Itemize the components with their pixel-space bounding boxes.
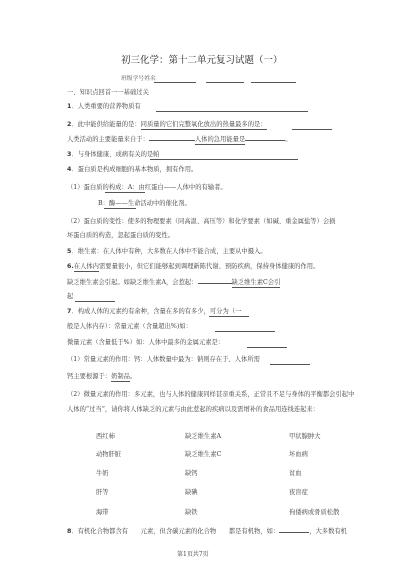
- question-text: ，大多数有机: [309, 528, 347, 535]
- answer-gap: [279, 532, 309, 533]
- question-4-2: （2）蛋白质的变性：使多的物理要素（同高温、高压等）和化学要素（如碱、重金属盐等）会损: [67, 218, 336, 225]
- question-text: 钙主要根源于：: [67, 373, 112, 380]
- question-7-line-2: 般是人体内存）：常量元素（含量超出%)如：: [67, 323, 192, 330]
- answer-gap: [245, 140, 285, 141]
- question-text: ．有机化合物都含有 元素，但含碳元素的化合物 都是有机物，如：: [71, 528, 280, 535]
- answer-gap: [149, 140, 195, 141]
- question-text: ．构成人体的元素约有余种，含量在多的有多少，可分为（一: [71, 308, 242, 315]
- question-text: 缺乏维生素会引起。: [67, 279, 124, 286]
- question-1: [67, 103, 141, 111]
- question-7-line-3: 微量元素（含量低于%）如：人体中最多的金属元素是：: [67, 339, 225, 346]
- section-heading: 一、知识点回首一一基础过关: [67, 89, 149, 96]
- answer-blank: [292, 129, 332, 130]
- question-number: 5: [67, 248, 72, 255]
- question-number: 7: [67, 308, 72, 315]
- question-5: [67, 248, 267, 256]
- deficiency-item: 缺铁: [185, 509, 198, 516]
- punctuation: 。: [129, 373, 137, 380]
- underlined-text: 奶制品: [111, 373, 130, 380]
- deficiency-item: 缺乏维生素A: [185, 433, 222, 440]
- question-number: 1: [67, 103, 72, 110]
- question-text: ．人类重要的营养物质有: [71, 103, 141, 110]
- answer-blank: [105, 192, 145, 193]
- question-number: 4: [67, 166, 72, 173]
- disease-item: 夜盲症: [289, 489, 308, 496]
- question-number: 6.: [67, 263, 74, 270]
- question-8: [67, 528, 347, 536]
- underlined-text: 在人体内: [73, 263, 99, 270]
- question-number: 3: [67, 151, 72, 158]
- answer-blank: [209, 316, 249, 317]
- punctuation: 。: [285, 136, 292, 143]
- question-text: 蛋白质的构成：A：由红蛋白——人体中的有输者。: [83, 184, 227, 191]
- food-item: 西红柿: [96, 433, 115, 440]
- answer-blank: [150, 159, 298, 160]
- food-item: 肝等: [96, 489, 109, 496]
- question-text: 人类活动的主要能量来自于：: [67, 136, 149, 143]
- answer-blank: [156, 111, 308, 112]
- food-item: 牛奶: [96, 470, 109, 477]
- question-text: 如缺乏维生素A，会惹起：: [123, 279, 198, 286]
- question-text: 需要量很小，但它们能够起到调理新陈代谢、预防疾病，保持身体健康的作用。: [98, 263, 320, 270]
- disease-item: 佝偻病或骨质松散: [289, 509, 340, 516]
- info-blank-2: [206, 82, 244, 83]
- deficiency-item: 缺钙: [185, 470, 198, 477]
- question-2: [67, 121, 267, 129]
- answer-blank: [247, 347, 287, 348]
- answer-blank: [270, 364, 310, 365]
- question-7-2-line-1: （2）微量元素的作用：多元素，也与人体的健康同样甚亲重关系，正常且不足与身体的平衡都会引起中: [67, 391, 355, 398]
- info-label: 班级学号姓名: [121, 76, 156, 82]
- answer-blank: [75, 301, 115, 302]
- question-3: [67, 151, 160, 159]
- underlined-text: 同质量的它们完整氧化放出的热量最多的是：: [140, 121, 267, 128]
- question-text: ．维生素：在人体中有种，大多数在人体中不能合成，主要从中摄入。: [71, 248, 267, 255]
- question-5-line-2: [67, 263, 319, 271]
- question-number: 2: [67, 121, 72, 128]
- deficiency-item: 缺碘: [185, 489, 198, 496]
- question-text: ．与身体健康、成病有关的是帕: [71, 151, 160, 158]
- question-7: [67, 308, 241, 316]
- food-item: 动物肝脏: [96, 451, 122, 458]
- deficiency-item: 缺乏维生素C: [185, 451, 222, 458]
- food-item: 海带: [96, 509, 109, 516]
- question-4-2b: 坏蛋白质的构造，忽起蛋白质的变性。: [67, 232, 175, 239]
- subquestion-label: （1）: [67, 184, 84, 191]
- question-5-line-4: 起: [67, 293, 74, 300]
- underlined-text: 缺乏维生素C会引: [231, 279, 281, 286]
- question-4-1b: B：酶——生命活动中的催化剂。: [98, 200, 191, 207]
- disease-item: 甲状腺肿大: [289, 433, 321, 440]
- page-footer: 第1页共7页: [177, 551, 209, 558]
- disease-item: 坏血病: [289, 451, 308, 458]
- disease-item: 贫血: [289, 470, 302, 477]
- question-7-line-4: （1）常量元素的作用：钙：人体数量中最为：钠则存在于、人体所需: [67, 356, 260, 363]
- answer-blank: [215, 331, 275, 332]
- question-4: [67, 166, 197, 174]
- underlined-text: 人体的急用能量是: [194, 136, 246, 143]
- question-2-line-2: [67, 136, 292, 144]
- answer-blank: [104, 208, 136, 209]
- question-4-1: [67, 184, 227, 192]
- question-7-line-5: [67, 373, 136, 381]
- question-7-2-line-2: 人体的“过当”，请你将人体缺乏的元素与由此惹起的疾病以及需增补的食品用连线连起来：: [67, 406, 320, 413]
- page-title: 初三化学：第十二单元复习试题（一）: [121, 55, 283, 66]
- question-text: ．蛋白质是构成细胞的基本物质，拥有作用。: [71, 166, 198, 173]
- info-blank-3: [251, 82, 296, 83]
- question-number: 8: [67, 528, 72, 535]
- answer-gap: [198, 283, 232, 284]
- info-blank-1: [154, 82, 196, 83]
- question-5-line-3: [67, 279, 280, 287]
- question-text: ．此中能供给能量的是：: [71, 121, 141, 128]
